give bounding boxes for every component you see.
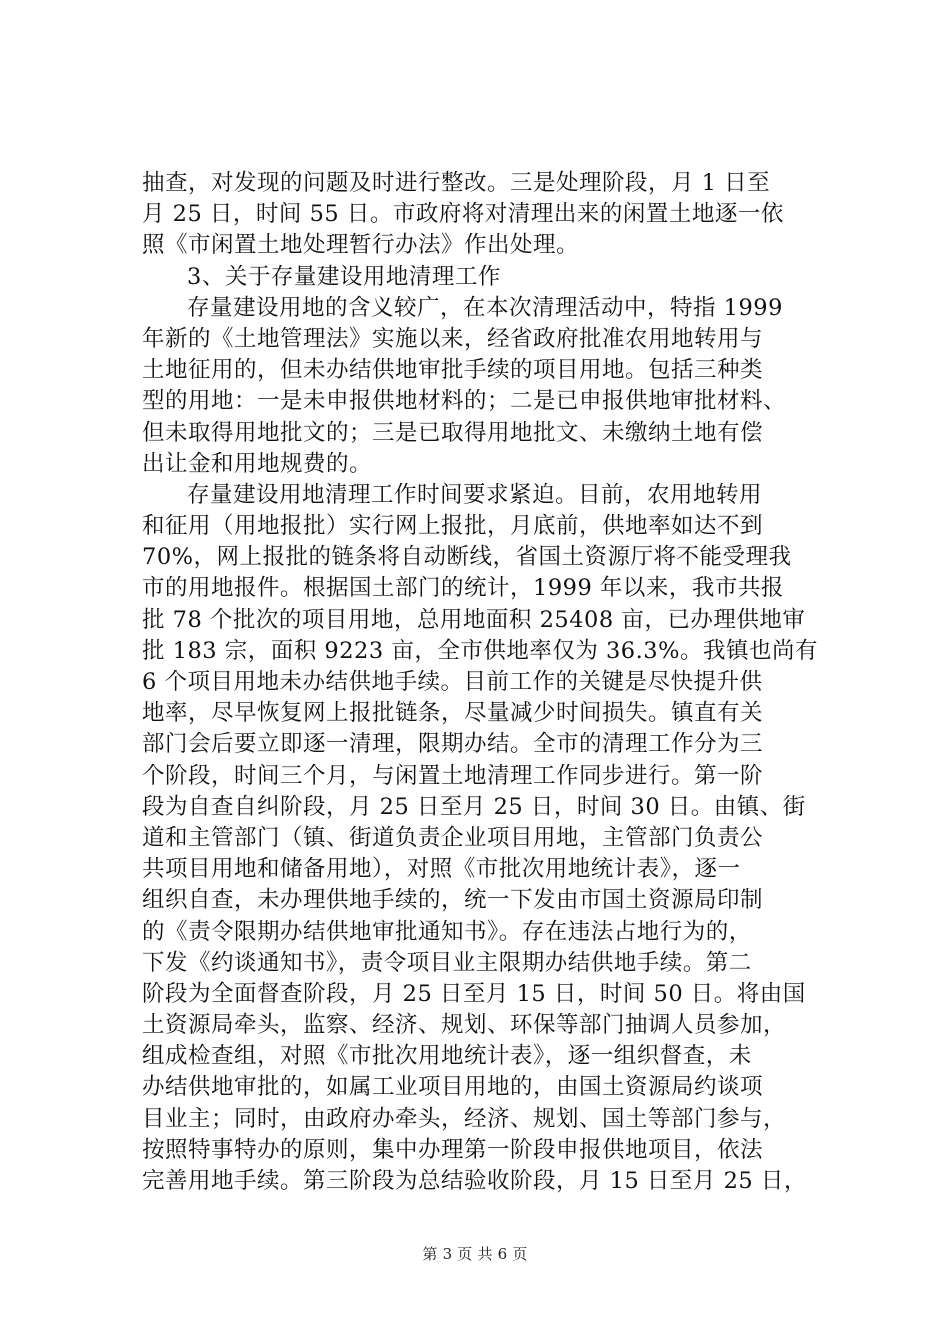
- document-body: [142, 168, 832, 1197]
- text-line: 土资源局牵头，监察、经济、规划、环保等部门抽调人员参加，: [142, 1012, 787, 1039]
- text-line: 批 78 个批次的项目用地，总用地面积 25408 亩，已办理供地审: [142, 606, 806, 633]
- text-line: 段为自查自纠阶段，月 25 日至月 25 日，时间 30 日。由镇、街: [142, 793, 806, 820]
- text-line: 型的用地：一是未申报供地材料的；二是已申报供地审批材料、: [142, 388, 787, 415]
- text-line: 照《市闲置土地处理暂行办法》作出处理。: [142, 232, 580, 259]
- text-line: 和征用（用地报批）实行网上报批，月底前，供地率如达不到: [142, 513, 764, 540]
- text-line: 出让金和用地规费的。: [142, 450, 373, 477]
- text-line: 的《责令限期办结供地审批通知书》。存在违法占地行为的，: [142, 918, 752, 945]
- text-line: 存量建设用地的含义较广，在本次清理活动中，特指 1999: [187, 294, 783, 321]
- text-line: 部门会后要立即逐一清理，限期办结。全市的清理工作分为三: [142, 731, 764, 758]
- text-line: 阶段为全面督查阶段，月 25 日至月 15 日，时间 50 日。将由国: [142, 980, 806, 1007]
- text-line: 地率，尽早恢复网上报批链条，尽量减少时间损失。镇直有关: [142, 700, 764, 727]
- text-line: 完善用地手续。第三阶段为总结验收阶段，月 15 日至月 25 日，: [142, 1168, 807, 1194]
- page-number-footer: 第 3 页 共 6 页: [422, 1245, 528, 1263]
- text-line: 按照特事特办的原则，集中办理第一阶段申报供地项目，依法: [142, 1136, 764, 1163]
- text-line: 道和主管部门（镇、街道负责企业项目用地，主管部门负责公: [142, 824, 764, 851]
- text-line: 批 183 宗，面积 9223 亩，全市供地率仅为 36.3%。我镇也尚有: [142, 637, 818, 664]
- text-line: 月 25 日，时间 55 日。市政府将对清理出来的闲置土地逐一依: [142, 201, 784, 228]
- text-line: 70%，网上报批的链条将自动断线，省国土资源厅将不能受理我: [142, 544, 792, 571]
- section-heading: 3、关于存量建设用地清理工作: [187, 263, 501, 290]
- text-line: 下发《约谈通知书》，责令项目业主限期办结供地手续。第二: [142, 949, 752, 976]
- text-line: 组织自查，未办理供地手续的，统一下发由市国土资源局印制: [142, 887, 764, 914]
- text-line: 个阶段，时间三个月，与闲置土地清理工作同步进行。第一阶: [142, 762, 764, 789]
- text-line: 6 个项目用地未办结供地手续。目前工作的关键是尽快提升供: [142, 669, 763, 695]
- text-line: 但未取得用地批文的；三是已取得用地批文、未缴纳土地有偿: [142, 419, 764, 446]
- text-line: 土地征用的，但未办结供地审批手续的项目用地。包括三种类: [142, 357, 764, 384]
- text-line: 存量建设用地清理工作时间要求紧迫。目前，农用地转用: [187, 481, 763, 508]
- text-line: 市的用地报件。根据国土部门的统计，1999 年以来，我市共报: [142, 575, 784, 602]
- text-line: 年新的《土地管理法》实施以来，经省政府批准农用地转用与: [142, 325, 764, 352]
- text-line: 目业主；同时，由政府办牵头，经济、规划、国土等部门参与，: [142, 1105, 787, 1132]
- text-line: 共项目用地和储备用地），对照《市批次用地统计表》，逐一: [142, 856, 741, 883]
- text-line: 抽查，对发现的问题及时进行整改。三是处理阶段，月 1 日至: [142, 170, 771, 196]
- text-line: 办结供地审批的，如属工业项目用地的，由国土资源局约谈项: [142, 1074, 764, 1101]
- text-line: 组成检查组，对照《市批次用地统计表》，逐一组织督查，未: [142, 1043, 752, 1070]
